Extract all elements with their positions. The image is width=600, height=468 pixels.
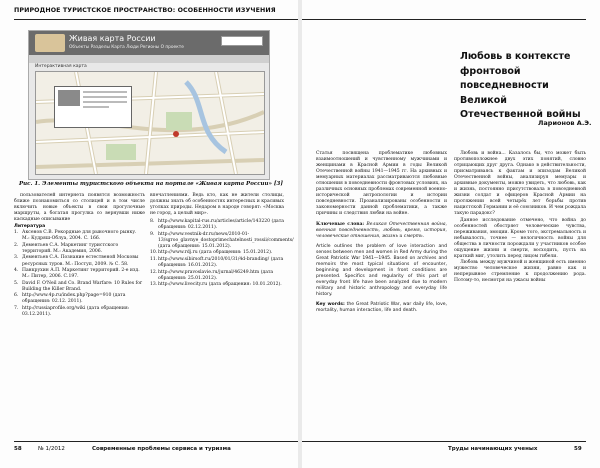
- footer-rule: [14, 441, 298, 442]
- site-nav: Объекты Разделы Карта Люди Регионы О проекте: [69, 45, 184, 50]
- figure-caption: Рис. 1. Элементы туристского объекта на портале «Живая карта России» [3]: [19, 181, 283, 187]
- site-subbar: [29, 55, 269, 63]
- journal-section: Труды начинающих ученых: [448, 446, 538, 452]
- map-title: Интерактивная карта: [35, 64, 87, 69]
- popup-text-lines: [83, 91, 127, 111]
- reference-item: 8. http://www.kapital-rus.ru/articles/article/143220 (дата обращения: 02.12.2011).: [150, 219, 284, 231]
- issue-number: № 1/2012: [38, 446, 65, 452]
- reference-item: 7. http://russiaprofile.org/wiki (дата обращения: 03.12.2011).: [14, 305, 130, 317]
- reference-item: 5. David F. O'Neil and Co. Brand Warfare: 10 Rules for Building the Killer Brand.: [14, 280, 143, 292]
- right-column-2: [454, 151, 586, 284]
- map-popup: [54, 86, 132, 128]
- left-column-1: [14, 193, 145, 318]
- reference-item: 9. http://www.vestnik-dr.ru/news/2010-01-13/sgroo_glavnye_dostoprimechatelnosti_rossii/comments/ (дата обращения: 15.01.2012).: [150, 231, 294, 249]
- journal-name: Современные проблемы сервиса и туризма: [92, 446, 231, 452]
- english-keywords: Key words: the Great Patriotic War, war daily life, love, mortality, human interaction, life and death.: [316, 302, 448, 314]
- header-rule: [302, 19, 586, 20]
- interactive-map: [35, 71, 265, 175]
- reference-item: 6. http://www.4p.ru/index.php?page=910 (дата обращения: 02.12. 2011).: [14, 293, 126, 305]
- site-header: [29, 31, 269, 55]
- popup-thumbnail: [58, 90, 80, 106]
- right-page: [302, 0, 600, 468]
- left-column-2: [150, 193, 294, 289]
- english-keywords-label: Key words:: [316, 302, 345, 308]
- body-paragraph: пользователей интернета появятся возможность ближе познакомиться со столицей и в том числе включить новые объекты в свои прогулочные маршруты, а богатая прогулка со вернувши ниже каскадные описывание: [14, 193, 145, 223]
- footer-rule: [302, 441, 586, 442]
- website-screenshot-figure: [28, 30, 270, 180]
- reference-item: 2. Дементьев С.А. Маркетинг туристского территорий. М.: Академия, 2006.: [14, 242, 119, 254]
- english-abstract: Article outlines the problem of love interaction and senses between men and women in Red Army during the Great Patriotic War 1941—1945. Based on archives and memoirs the most typical situations of encounter, beginning and development in front conditions are presented. Specifics and regularity of this part of everyday front life have been analyzed due to modern military and historic anthropology and everyday life history.: [316, 243, 447, 298]
- abstract: Статья посвящена проблематике любовных взаимоотношений и чувственному мужчинами и женщинами в Красной Армии в годы Великой Отечественной войны 1941—1945 гг. На архивных и мемуарных материалах рассматриваются любовные отношения в повседневности фронтовых условиях, на различных основных проблемах современной военно-исторической антропологии и истории повседневности. Проанализированы особенности и закономерности данной проблематики, а также причины и следствия любви на войне.: [316, 151, 447, 217]
- body-paragraph: Любовь и война... Казалось бы, что может быть противоположнее двух этих понятий, словно отрицающих друг друга. Однако в действительности, присматриваясь к фактам и эпизодам Великой Отечественной войны, анализируя мемуары и архивные документы, можно увидеть, что любовь, как и жизнь, постоянно присутствовала в повседневной жизни солдат и офицеров Красной Армии на протяжении всей четырёх лет борьбы против нацистской Германии и её союзников. И чем рождала такую парадокс?: [454, 151, 586, 217]
- running-head: ПРИРОДНОЕ ТУРИСТСКОЕ ПРОСТРАНСТВО: ОСОБЕННОСТИ ИЗУЧЕНИЯ: [14, 7, 276, 14]
- references-list-1: [14, 230, 145, 318]
- english-abstract-block: [316, 244, 447, 315]
- reference-item: 13. http://www.livecity.ru (дата обращения: 10.01.2012).: [150, 282, 282, 288]
- left-page: [0, 0, 298, 468]
- reference-item: 12. http://www.pravoslavie.ru/jurnal/46249.htm (дата обращения: 25.01.2012).: [150, 269, 274, 281]
- site-title: Живая карта России: [69, 34, 156, 43]
- article-author: Ларионов А.Э.: [538, 119, 592, 127]
- site-search-box: [221, 36, 263, 46]
- body-paragraph: Любовь между мужчиной и женщиной есть именно мужество человеческое жизни, равно как и непрерывное стремление к продолжению рода. Потому-то, несмотря на ужасы войны: [454, 259, 586, 283]
- reference-item: 3. Дементьев С.А. Познание естественой Московы ресурсных туров. М.: Поступ, 2009. № С. 58.: [14, 255, 139, 267]
- keywords: Ключевые слова: Великая Отечественная война, военная повседневность, любовь, время, история, человеческие отношения, жизнь и смерть.: [316, 221, 447, 239]
- body-paragraph: впечатлениями. Ведь кто, как не жители столицы, должны знать об особенностях интересных и красивых уголках природы. Недаром в народе говорят: «Москва не город, а целый мир».: [150, 193, 284, 217]
- article-title: Любовь в контексте фронтовой повседневности Великой Отечественной войны: [460, 51, 581, 120]
- page-number: 58: [14, 446, 22, 452]
- reference-item: 10. http://www.rdj.ru (дата обращения: 15.01.2012).: [150, 250, 273, 256]
- reference-item: 1. Аксенов С.В. Рекордные для рыночного рынку. М.: Кудряш-Облуа, 2004. С. 166.: [14, 230, 137, 242]
- page-number: 59: [574, 446, 582, 452]
- site-logo: [35, 34, 65, 52]
- references-heading: Литература: [14, 224, 46, 230]
- reference-item: 11. http://www.sibirsoft.ru/2010/01/31/4d-branding/ (дата обращения: 16.01.2012).: [150, 256, 284, 269]
- keywords-label: Ключевые слова:: [316, 221, 365, 227]
- references-list-2: [150, 219, 294, 288]
- reference-item: 4. Панкрухин А.П. Маркетинг территорий. 2-е изд. М.: Питер, 2006. С.197.: [14, 268, 140, 280]
- body-paragraph: Данное исследование отмечено, что война до особенностей обостряет человеческие чувства, переживания, эмоции. Кроме того, экстремальность и небывалость, точнее — нелогичность войны для общества в личности порождали у участников особое ощущение жизни и смерти, восходить, пусть на краткий миг, утолить перед лицом гибели.: [454, 217, 586, 259]
- header-rule: [14, 19, 298, 20]
- right-column-1: [316, 151, 447, 314]
